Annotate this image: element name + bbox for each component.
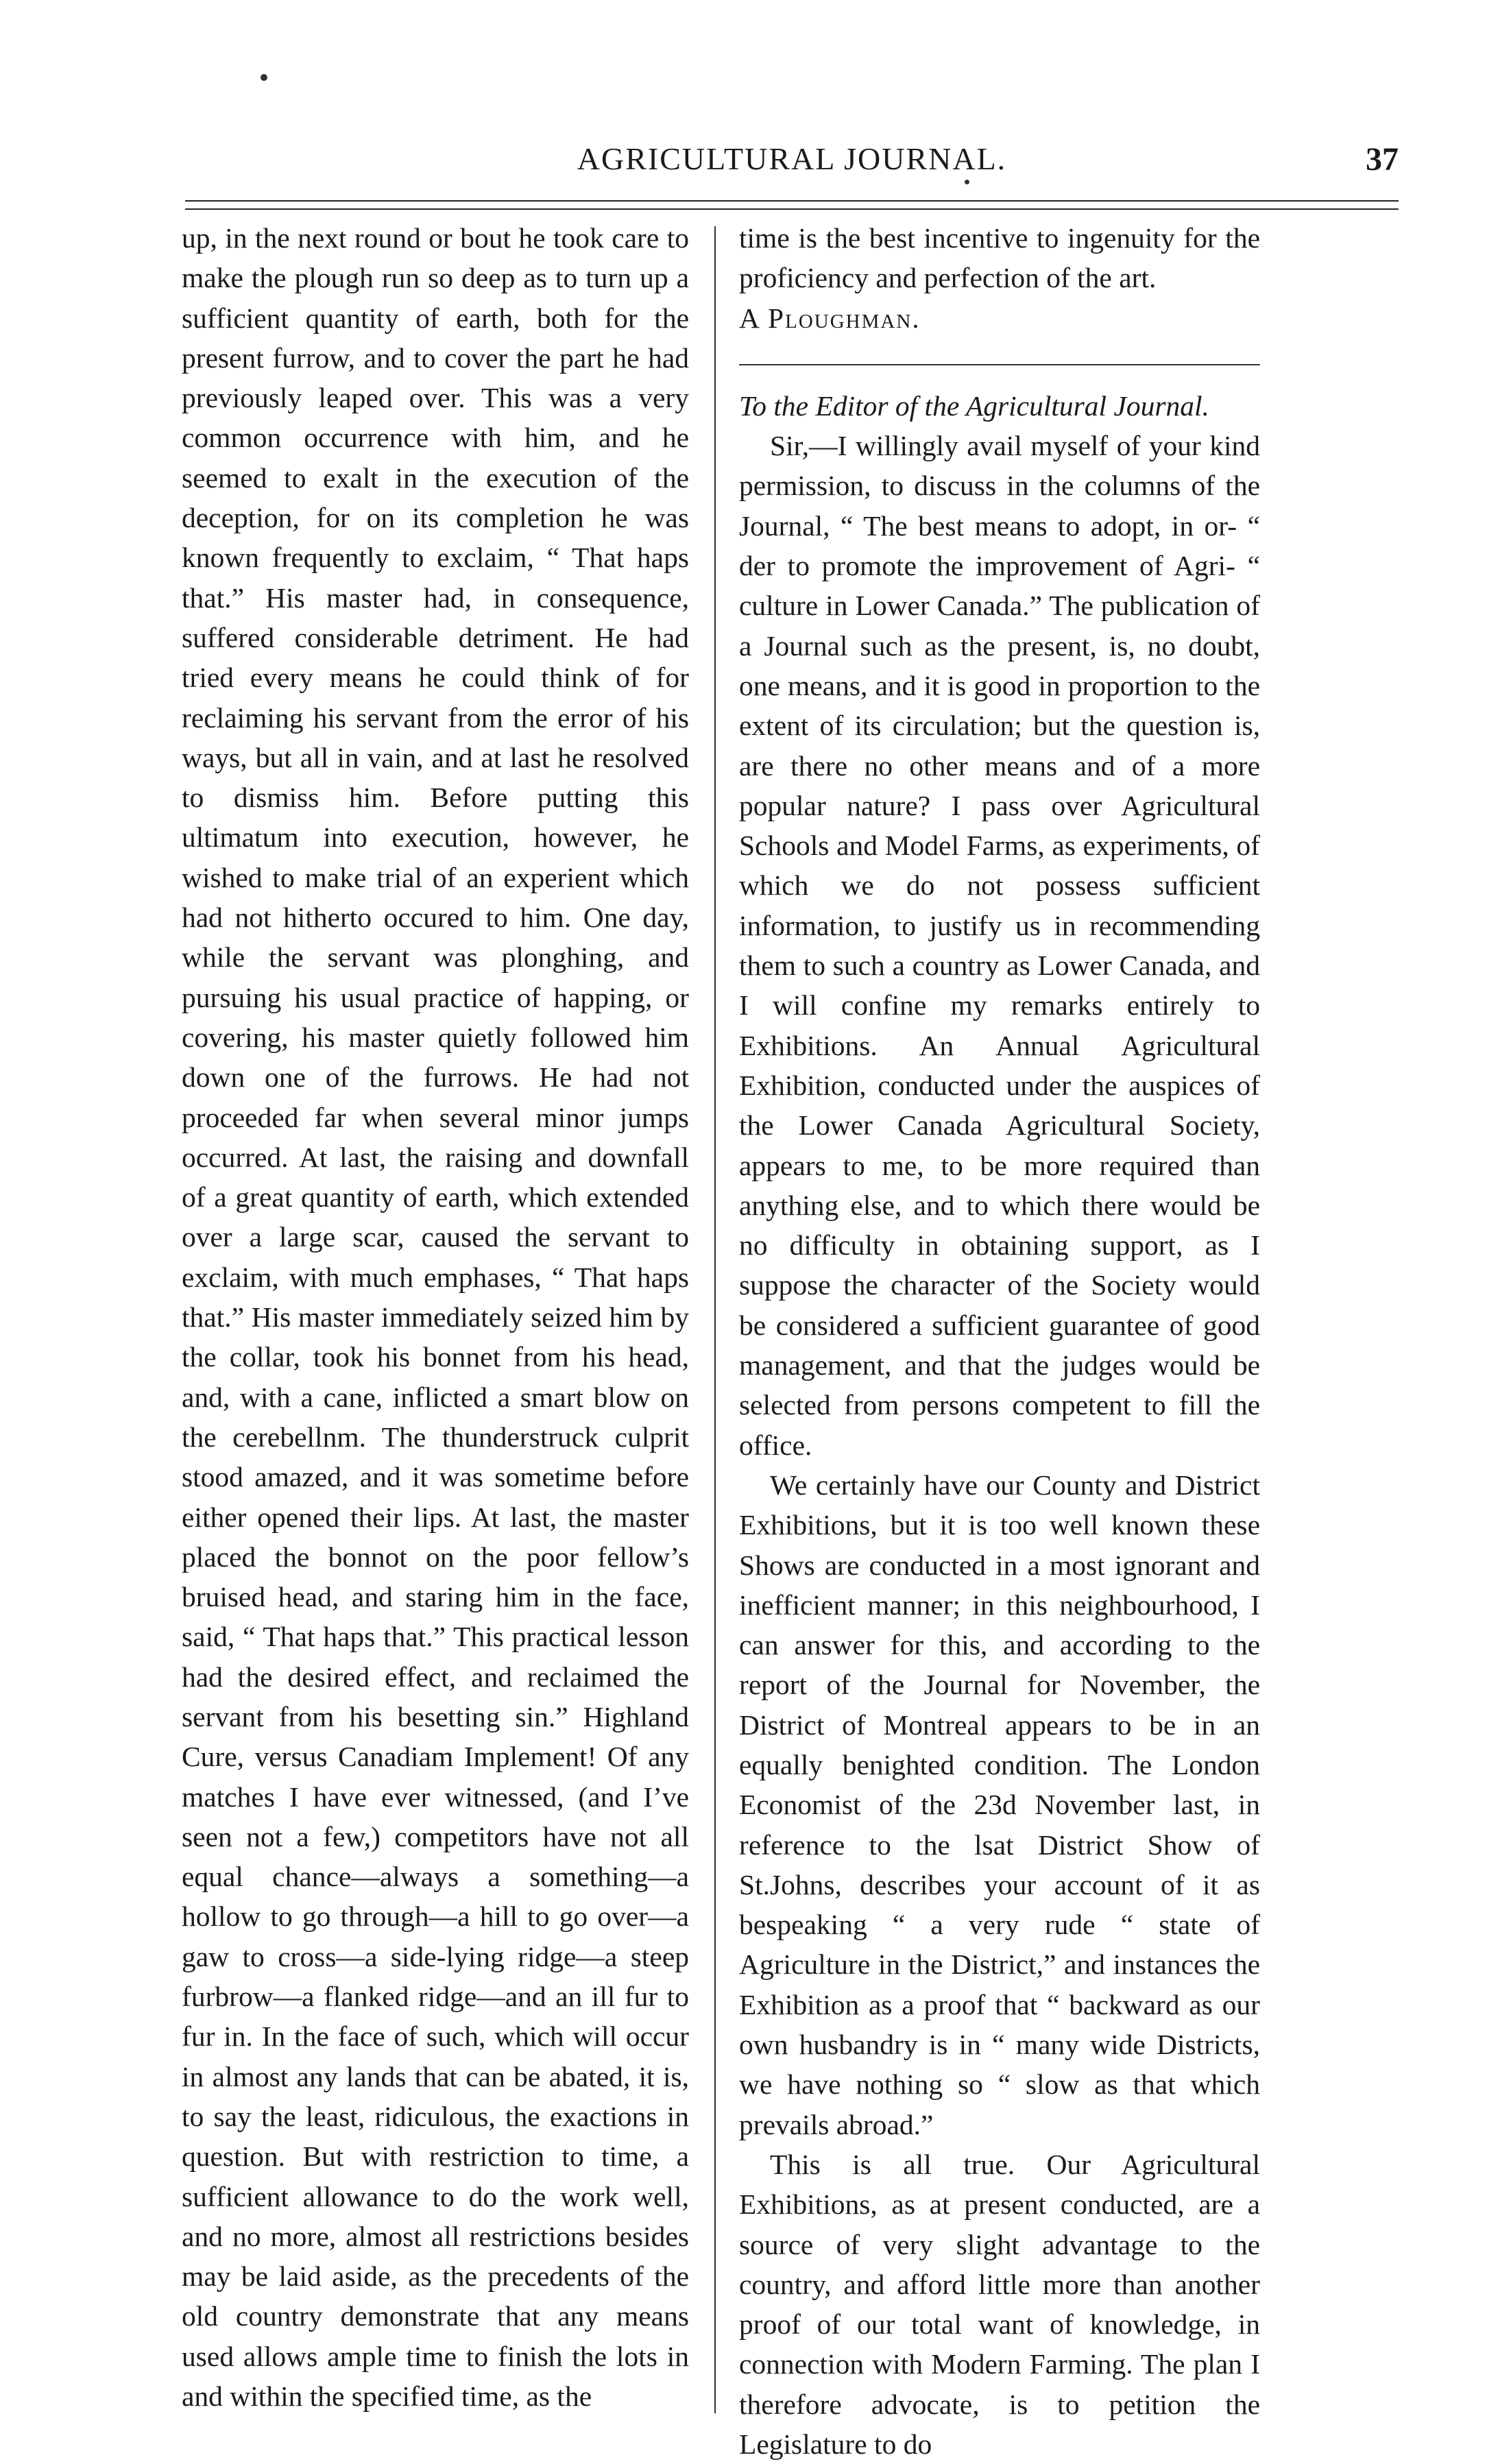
right-column bbox=[739, 218, 1260, 2464]
letter-paragraph: This is all true. Our Agricultural Exhibitions, as at present conducted, are a source of very slight advantage to the country, and afford little more than another proof of our total want of knowledge, in connection with Modern Farming. The plan I therefore advocate, is to petition the Legislature to do bbox=[739, 2148, 1260, 2461]
ink-speck bbox=[261, 74, 267, 81]
left-column bbox=[182, 218, 689, 2416]
left-paragraph: up, in the next round or bout he took care to make the plough run so deep as to turn up a sufficient quantity of earth, both for the present furrow, and to cover the part he had previously leaped over. This was a very common occurrence with him, and he seemed to exalt in the execution of the deception, for on its completion he was known frequently to exclaim, “ That haps that.” His master had, in consequence, suffered considerable detriment. He had tried every means he could think of for reclaiming his servant from the error of his ways, but all in vain, and at last he resolved to dismiss him. Before putting this ultimatum into execution, however, he wished to make trial of an experient which had not hitherto occured to him. One day, while the servant was plonghing, and pursuing his usual practice of happing, or covering, his master quietly followed him down one of the furrows. He had not proceeded far when several minor jumps occurred. At last, the raising and downfall of a great quantity of earth, which extended over a large scar, caused the servant to exclaim, with much emphases, “ That haps that.” His master immediately seized him by the collar, took his bonnet from his head, and, with a cane, inflicted a smart blow on the cerebellnm. The thunderstruck culprit stood amazed, and it was sometime before either opened their lips. At last, the master placed the bonnot on the poor fellow’s bruised head, and staring him in the face, said, “ That haps that.” This practical lesson had the desired effect, and reclaimed the servant from his besetting sin.” Highland Cure, versus Canadiam Implement! Of any matches I have ever witnessed, (and I’ve seen not a few,) competitors have not all equal chance—always a something—a hollow to go through—a hill to go over—a gaw to cross—a side-lying ridge—a steep furbrow—a flanked ridge—and an ill fur to fur in. In the face of such, which will occur in almost any lands that can be abated, it is, to say the least, ridiculous, the exactions in question. But with restriction to time, a sufficient allowance to do the work well, and no more, almost all restrictions besides may be laid aside, as the precedents of the old country demonstrate that any means used allows ample time to finish the lots in and within the specified time, as the bbox=[182, 222, 689, 2413]
column-divider bbox=[714, 226, 716, 2413]
right-paragraph-continuation: time is the best incentive to ingenuity for the proficiency and perfection of the art. bbox=[739, 222, 1260, 294]
editor-heading: To the Editor of the Agricultural Journal. bbox=[739, 389, 1209, 422]
letter-paragraph: We certainly have our County and District Exhibitions, but it is too well known these Shows are conducted in a most ignorant and inefficient manner; in this neighbourhood, I can answer for this, and according to the report of the Journal for November, the District of Montreal appears to be in an equally benighted condition. The London Economist of the 23d November last, in reference to the lsat District Show of St.Johns, describes your account of it as bespeaking “ a very rude “ state of Agriculture in the District,” and instances the Exhibition as a proof that “ backward as our own husbandry is in “ many wide Districts, we have nothing so “ slow as that which prevails abroad.” bbox=[739, 1469, 1260, 2140]
letter-paragraph: Sir,—I willingly avail myself of your kind permission, to discuss in the columns of the Journal, “ The best means to adopt, in or- “ der to promote the improvement of Agri- “ culture in Lower Canada.” The publication of a Journal such as the present, is, no doubt, one means, and it is good in proportion to the extent of its circulation; but the question is, are there no other means and of a more popular nature? I pass over Agricultural Schools and Model Farms, as experiments, of which we do not possess sufficient information, to justify us in recommending them to such a country as Lower Canada, and I will confine my remarks entirely to Exhibitions. An Annual Agricultural Exhibition, conducted under the auspices of the Lower Canada Agricultural Society, appears to me, to be more required than anything else, and to which there would be no difficulty in obtaining support, as I suppose the character of the Society would be considered a sufficient guarantee of good management, and that the judges would be selected from persons competent to fill the office. bbox=[739, 430, 1260, 1461]
section-rule bbox=[739, 364, 1260, 365]
letter-signature: A Ploughman. bbox=[739, 302, 921, 334]
journal-title: AGRICULTURAL JOURNAL. bbox=[577, 141, 1007, 176]
running-header bbox=[185, 141, 1399, 182]
page-number: 37 bbox=[1366, 141, 1399, 178]
header-rule bbox=[185, 200, 1399, 210]
